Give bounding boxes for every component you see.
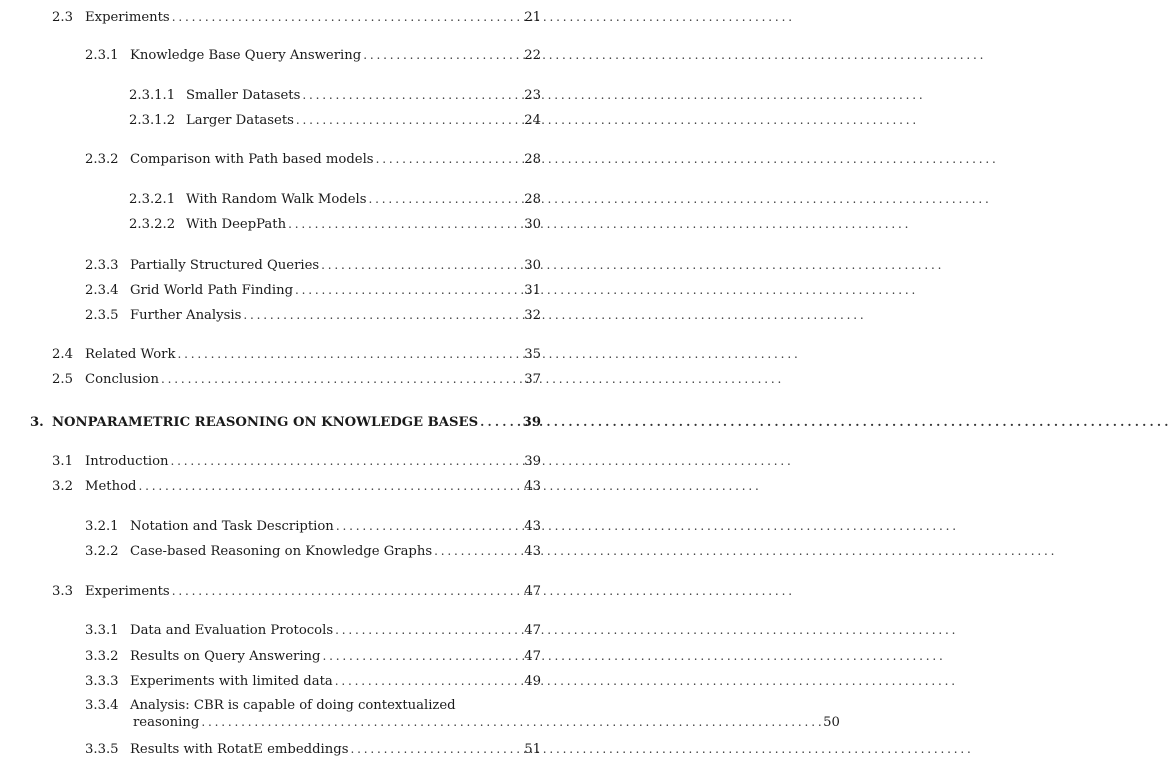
toc-number: 2.3.3	[85, 258, 119, 273]
toc-number: 2.3.1.2	[129, 113, 176, 128]
toc-entry[interactable]	[129, 191, 541, 208]
toc-number: 3.3.4	[85, 698, 119, 713]
toc-entry[interactable]	[85, 673, 541, 690]
toc-page-number: 49	[524, 674, 541, 689]
leader-dots	[288, 216, 522, 232]
toc-page-number: 30	[524, 258, 541, 273]
toc-number: 3.2.1	[85, 519, 119, 534]
leader-dots	[350, 741, 522, 757]
leader-dots	[302, 87, 522, 103]
toc-title: Case-based Reasoning on Knowledge Graphs	[130, 544, 433, 559]
toc-title-block	[130, 698, 840, 731]
toc-page-number: 35	[524, 347, 541, 362]
toc-title: Smaller Datasets	[186, 88, 301, 103]
toc-number: 3.3.3	[85, 674, 119, 689]
toc-page-number: 30	[524, 217, 541, 232]
toc-title-continuation: reasoning	[133, 715, 200, 730]
leader-dots	[335, 622, 522, 638]
toc-page-number: 28	[524, 192, 541, 207]
toc-number: 3.	[30, 415, 44, 430]
toc-chapter-entry[interactable]	[30, 414, 541, 431]
toc-title: Experiments with limited data	[130, 674, 333, 689]
toc-number: 3.3.5	[85, 742, 119, 757]
leader-dots	[177, 346, 522, 362]
toc-title: Larger Datasets	[186, 113, 294, 128]
leader-dots	[138, 478, 522, 494]
toc-title: NONPARAMETRIC REASONING ON KNOWLEDGE BASES	[52, 415, 479, 430]
toc-page-number: 50	[823, 715, 840, 730]
toc-number: 2.3.4	[85, 283, 119, 298]
leader-dots	[243, 307, 522, 323]
toc-entry[interactable]	[52, 583, 541, 600]
toc-page-number: 32	[524, 308, 541, 323]
toc-entry[interactable]	[85, 307, 541, 324]
toc-number: 2.3.5	[85, 308, 119, 323]
toc-title: Knowledge Base Query Answering	[130, 48, 362, 63]
toc-title-continuation-line	[130, 714, 840, 731]
toc-title: Analysis: CBR is capable of doing contextualized	[130, 698, 456, 713]
toc-page-number: 47	[524, 584, 541, 599]
leader-dots	[336, 518, 522, 534]
toc-number: 3.1	[52, 454, 73, 469]
toc-title: Conclusion	[85, 372, 160, 387]
toc-title: Data and Evaluation Protocols	[130, 623, 334, 638]
toc-title: Results with RotatE embeddings	[130, 742, 349, 757]
toc-title: Related Work	[85, 347, 176, 362]
toc-title: Further Analysis	[130, 308, 242, 323]
toc-number: 3.2	[52, 479, 73, 494]
toc-entry[interactable]	[85, 518, 541, 535]
toc-number: 2.3.2.1	[129, 192, 176, 207]
toc-page-number: 21	[524, 10, 541, 25]
leader-dots	[335, 673, 522, 689]
toc-entry[interactable]	[85, 47, 541, 64]
toc-page-number: 23	[524, 88, 541, 103]
toc-page-number: 43	[524, 519, 541, 534]
toc-page-number: 31	[524, 283, 541, 298]
toc-number: 2.4	[52, 347, 73, 362]
toc-title: Results on Query Answering	[130, 649, 321, 664]
toc-page-number: 47	[524, 623, 541, 638]
toc-entry[interactable]	[129, 216, 541, 233]
toc-entry[interactable]	[85, 648, 541, 665]
toc-page-number: 51	[524, 742, 541, 757]
leader-dots	[295, 282, 522, 298]
toc-number: 2.5	[52, 372, 73, 387]
leader-dots	[323, 648, 523, 664]
toc-number: 3.3.2	[85, 649, 119, 664]
toc-page-number: 24	[524, 113, 541, 128]
toc-number: 2.3.1	[85, 48, 119, 63]
toc-title: Grid World Path Finding	[130, 283, 294, 298]
toc-entry[interactable]	[52, 9, 541, 26]
leader-dots	[161, 371, 522, 387]
toc-entry[interactable]	[52, 453, 541, 470]
toc-title: Method	[85, 479, 137, 494]
leader-dots	[321, 257, 522, 273]
toc-entry[interactable]	[129, 112, 541, 129]
leader-dots	[201, 714, 821, 730]
leader-dots	[172, 583, 523, 599]
leader-dots	[363, 47, 522, 63]
leader-dots	[376, 151, 523, 167]
leader-dots	[434, 543, 522, 559]
toc-number: 2.3	[52, 10, 73, 25]
leader-dots	[480, 414, 521, 430]
leader-dots	[369, 191, 523, 207]
toc-title: With Random Walk Models	[186, 192, 367, 207]
toc-number: 2.3.1.1	[129, 88, 176, 103]
leader-dots	[171, 453, 523, 469]
toc-number: 3.3	[52, 584, 73, 599]
toc-entry[interactable]	[85, 622, 541, 639]
toc-entry[interactable]	[52, 478, 541, 495]
toc-entry[interactable]	[85, 257, 541, 274]
toc-title: Notation and Task Description	[130, 519, 334, 534]
toc-title: Introduction	[85, 454, 169, 469]
toc-entry[interactable]	[85, 151, 541, 168]
toc-page-number: 43	[524, 544, 541, 559]
toc-entry[interactable]	[85, 282, 541, 299]
toc-entry[interactable]	[52, 371, 541, 388]
toc-page-number: 37	[524, 372, 541, 387]
toc-page-number: 39	[524, 454, 541, 469]
toc-number: 3.2.2	[85, 544, 119, 559]
toc-page-number: 47	[524, 649, 541, 664]
toc-entry[interactable]	[129, 87, 541, 104]
toc-entry[interactable]	[85, 741, 541, 758]
toc-page-number: 39	[522, 415, 541, 430]
toc-page-number: 43	[524, 479, 541, 494]
toc-page-number: 22	[524, 48, 541, 63]
toc-title: Comparison with Path based models	[130, 152, 374, 167]
leader-dots	[296, 112, 522, 128]
toc-entry[interactable]	[85, 543, 541, 560]
toc-entry[interactable]	[52, 346, 541, 363]
leader-dots	[172, 9, 523, 25]
toc-title: Experiments	[85, 10, 170, 25]
toc-number: 3.3.1	[85, 623, 119, 638]
toc-title: Experiments	[85, 584, 170, 599]
toc-title: With DeepPath	[186, 217, 287, 232]
toc-page-number: 28	[524, 152, 541, 167]
toc-title: Partially Structured Queries	[130, 258, 320, 273]
toc-entry[interactable]	[85, 698, 840, 731]
toc-number: 2.3.2	[85, 152, 119, 167]
toc-number: 2.3.2.2	[129, 217, 176, 232]
